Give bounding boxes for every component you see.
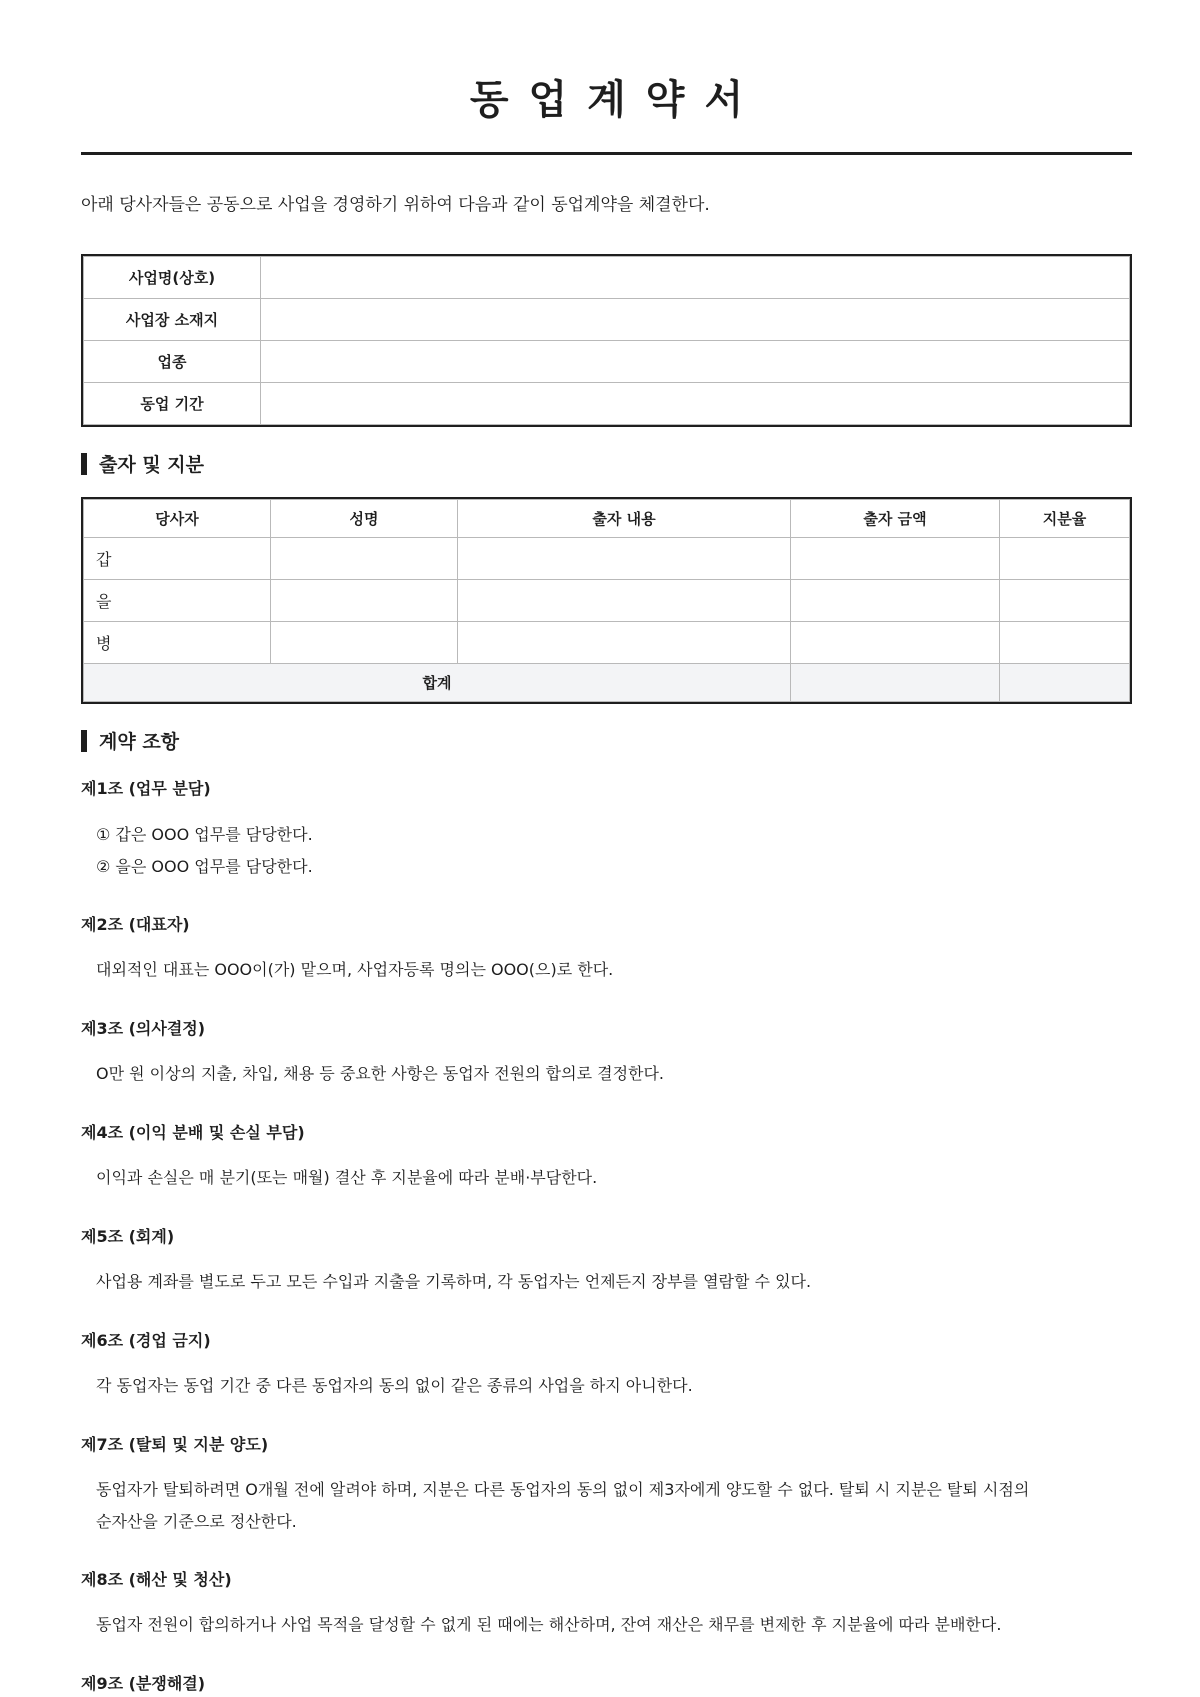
party-cell: 병	[84, 622, 271, 664]
party-cell: 을	[84, 580, 271, 622]
business-name-label: 사업명(상호)	[84, 257, 261, 299]
article-8-title: 제8조 (해산 및 청산)	[81, 1570, 232, 1589]
partnership-period-field[interactable]	[261, 383, 1130, 425]
table-row	[84, 383, 1130, 425]
amount-cell[interactable]	[791, 538, 1000, 580]
article-6-title: 제6조 (경업 금지)	[81, 1331, 211, 1350]
total-row	[84, 664, 1130, 702]
article-2-text: 대외적인 대표는 OOO이(가) 맡으며, 사업자등록 명의는 OOO(으)로 한다.	[96, 960, 614, 979]
column-header-content: 출자 내용	[458, 500, 791, 538]
business-address-label: 사업장 소재지	[84, 299, 261, 341]
article-7-text-line-1: 동업자가 탈퇴하려면 O개월 전에 알려야 하며, 지분은 다른 동업자의 동의 없이 제3자에게 양도할 수 없다. 탈퇴 시 지분은 탈퇴 시점의	[96, 1480, 1030, 1499]
article-3-title: 제3조 (의사결정)	[81, 1019, 206, 1038]
article-2-title: 제2조 (대표자)	[81, 915, 190, 934]
table-header-row	[84, 500, 1130, 538]
amount-cell[interactable]	[791, 580, 1000, 622]
intro-text: 아래 당사자들은 공동으로 사업을 경영하기 위하여 다음과 같이 동업계약을 체결한다.	[81, 195, 710, 215]
business-info-table	[81, 254, 1132, 427]
ratio-cell[interactable]	[1000, 538, 1130, 580]
article-7-body	[96, 1474, 1112, 1538]
article-9-title: 제9조 (분쟁해결)	[81, 1674, 206, 1693]
article-4-title: 제4조 (이익 분배 및 손실 부담)	[81, 1123, 305, 1142]
terms-heading	[81, 729, 179, 755]
name-cell[interactable]	[271, 538, 458, 580]
investment-heading	[81, 452, 204, 478]
total-ratio-cell[interactable]	[1000, 664, 1130, 702]
amount-cell[interactable]	[791, 622, 1000, 664]
article-7-text-line-2: 순자산을 기준으로 정산한다.	[96, 1512, 297, 1531]
table-row	[84, 341, 1130, 383]
party-cell: 갑	[84, 538, 271, 580]
business-type-label: 업종	[84, 341, 261, 383]
business-address-field[interactable]	[261, 299, 1130, 341]
partnership-period-label: 동업 기간	[84, 383, 261, 425]
content-cell[interactable]	[458, 538, 791, 580]
investment-table	[81, 497, 1132, 704]
column-header-ratio: 지분율	[1000, 500, 1130, 538]
article-1-clause-2: ② 을은 OOO 업무를 담당한다.	[96, 857, 313, 876]
article-5-body	[96, 1266, 1112, 1298]
heading-bar	[81, 453, 87, 475]
investment-heading-text: 출자 및 지분	[99, 454, 204, 476]
article-3-text: O만 원 이상의 지출, 차입, 채용 등 중요한 사항은 동업자 전원의 합의로 결정한다.	[96, 1064, 665, 1083]
article-6-text: 각 동업자는 동업 기간 중 다른 동업자의 동의 없이 같은 종류의 사업을 하지 아니한다.	[96, 1376, 693, 1395]
table-row	[84, 257, 1130, 299]
table-row	[84, 538, 1130, 580]
article-5-title: 제5조 (회계)	[81, 1227, 175, 1246]
content-cell[interactable]	[458, 580, 791, 622]
article-3-body	[96, 1058, 1112, 1090]
ratio-cell[interactable]	[1000, 622, 1130, 664]
article-1-title: 제1조 (업무 분담)	[81, 779, 211, 798]
column-header-name: 성명	[271, 500, 458, 538]
total-amount-cell[interactable]	[791, 664, 1000, 702]
article-1-clause-1: ① 갑은 OOO 업무를 담당한다.	[96, 825, 313, 844]
article-8-text: 동업자 전원이 합의하거나 사업 목적을 달성할 수 없게 된 때에는 해산하며, 잔여 재산은 채무를 변제한 후 지분율에 따라 분배한다.	[96, 1615, 1002, 1634]
article-7-title: 제7조 (탈퇴 및 지분 양도)	[81, 1435, 269, 1454]
table-row	[84, 299, 1130, 341]
article-6-body	[96, 1370, 1112, 1402]
document-title: 동업계약서	[469, 77, 764, 123]
column-header-party: 당사자	[84, 500, 271, 538]
article-8-body	[96, 1609, 1112, 1641]
business-name-field[interactable]	[261, 257, 1130, 299]
total-label: 합계	[84, 664, 791, 702]
article-5-text: 사업용 계좌를 별도로 두고 모든 수입과 지출을 기록하며, 각 동업자는 언제든지 장부를 열람할 수 있다.	[96, 1272, 812, 1291]
heading-bar	[81, 730, 87, 752]
business-type-field[interactable]	[261, 341, 1130, 383]
title-divider	[81, 152, 1132, 155]
content-cell[interactable]	[458, 622, 791, 664]
terms-heading-text: 계약 조항	[99, 731, 180, 753]
name-cell[interactable]	[271, 622, 458, 664]
table-row	[84, 580, 1130, 622]
name-cell[interactable]	[271, 580, 458, 622]
ratio-cell[interactable]	[1000, 580, 1130, 622]
column-header-amount: 출자 금액	[791, 500, 1000, 538]
article-4-text: 이익과 손실은 매 분기(또는 매월) 결산 후 지분율에 따라 분배·부담한다.	[96, 1168, 598, 1187]
table-row	[84, 622, 1130, 664]
article-1-body	[96, 819, 1112, 883]
article-2-body	[96, 954, 1112, 986]
article-4-body	[96, 1162, 1112, 1194]
